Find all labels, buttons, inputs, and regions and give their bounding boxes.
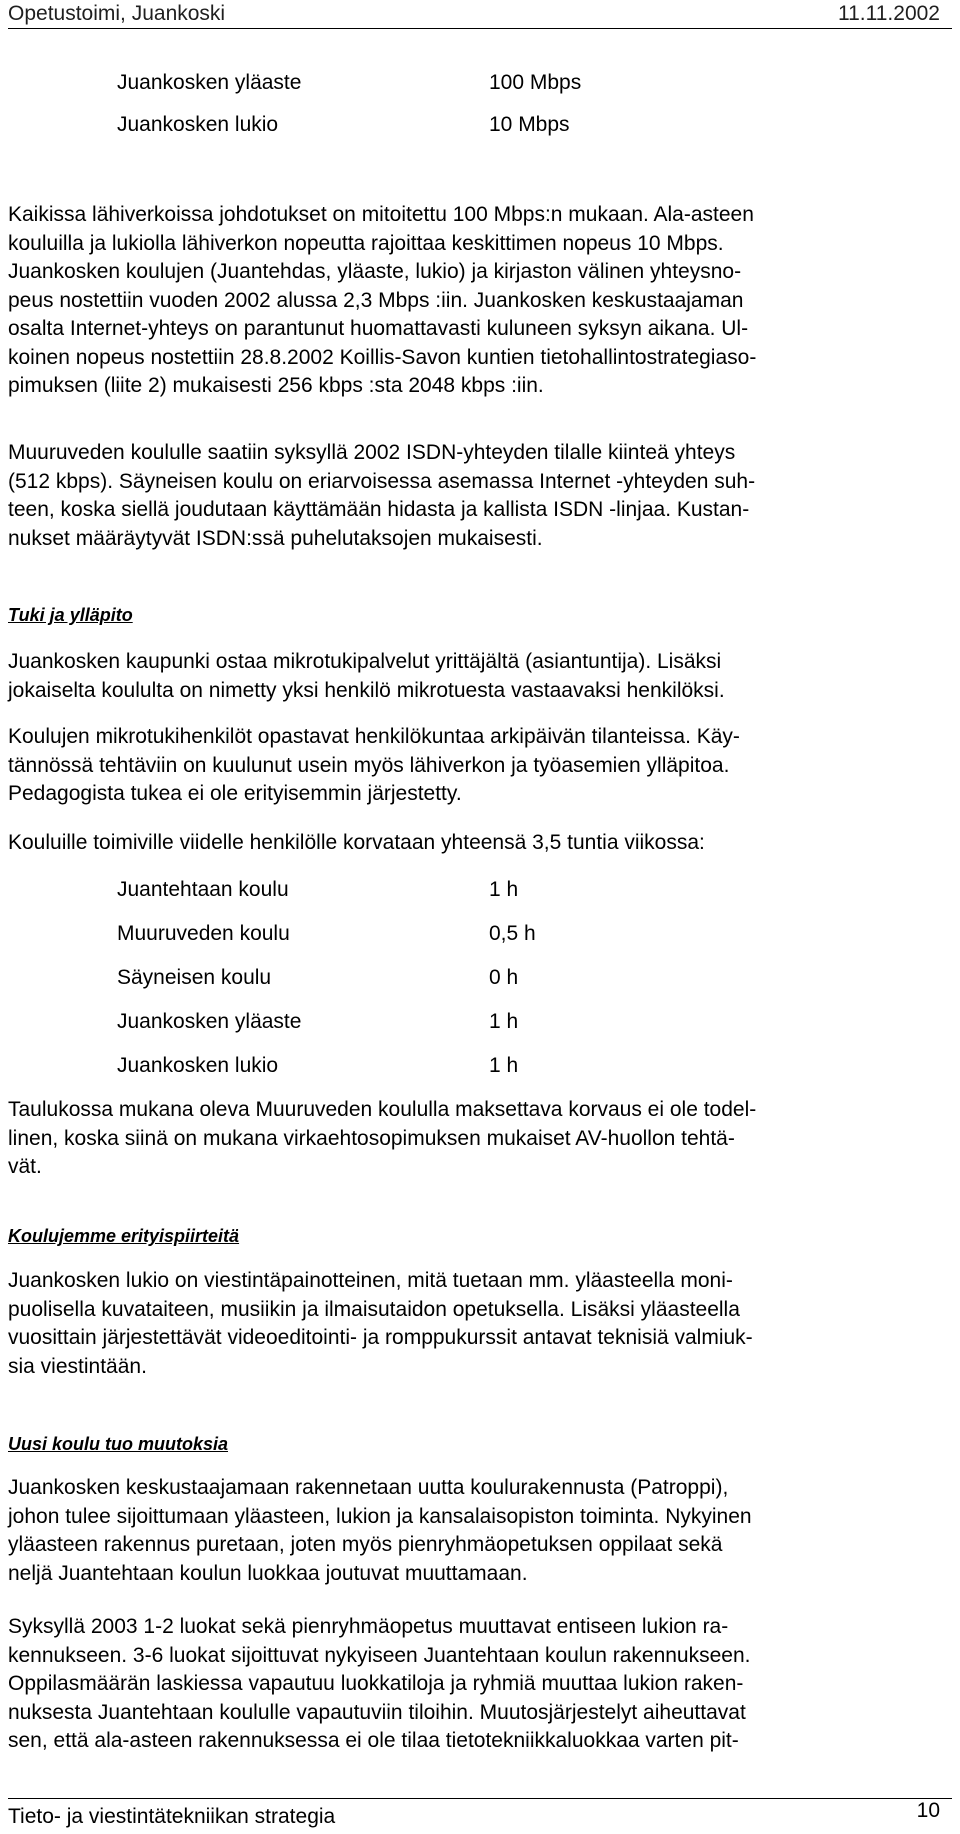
page-header <box>8 0 952 29</box>
text-line: peus nostettiin vuoden 2002 alussa 2,3 Mbps :iin. Juankosken keskustaajaman <box>8 288 744 312</box>
text-line: teen, koska siellä joudutaan käyttämään hidasta ja kallista ISDN -linjaa. Kustan- <box>8 498 750 521</box>
school-name: Juankosken lukio <box>117 113 279 136</box>
text-line: yläasteen rakennus puretaan, joten myös pienryhmäopetuksen oppilaat sekä <box>8 1533 723 1556</box>
school-name: Juantehtaan koulu <box>117 878 289 901</box>
text-line: Taulukossa mukana oleva Muuruveden koululla maksettava korvaus ei ole todel- <box>8 1098 757 1121</box>
text-line: neljä Juantehtaan koulun luokkaa joutuvat muuttamaan. <box>8 1561 528 1585</box>
text-line: linen, koska siinä on mukana virkaehtosopimuksen mukaiset AV-huollon tehtä- <box>8 1126 735 1150</box>
text-line: tännössä tehtäviin on kuulunut usein myös lähiverkon ja työasemien ylläpitoa. <box>8 753 730 777</box>
text-line: Syksyllä 2003 1-2 luokat sekä pienryhmäopetus muuttavat entiseen lukion ra- <box>8 1615 729 1638</box>
text-line: Pedagogista tukea ei ole erityisemmin järjestetty. <box>8 782 462 805</box>
text-line: Oppilasmäärän laskiessa vapautuu luokkatiloja ja ryhmiä muuttaa lukion raken- <box>8 1672 744 1695</box>
hours-value: 0,5 h <box>489 922 536 945</box>
text-line: jokaiselta koululta on nimetty yksi henkilö mikrotuesta vastaavaksi henkilöksi. <box>8 678 725 702</box>
text-line: kennukseen. 3-6 luokat sijoittuvat nykyiseen Juantehtaan koulun rakennukseen. <box>8 1643 751 1667</box>
paragraph-isdn <box>8 439 938 553</box>
school-name: Säyneisen koulu <box>117 966 272 989</box>
text-line: Juankosken keskustaajamaan rakennetaan uutta koulurakennusta (Patroppi), <box>8 1476 729 1499</box>
footer-title: Tieto- ja viestintätekniikan strategia <box>8 1805 336 1828</box>
text-line: Koulujen mikrotukihenkilöt opastavat henkilökuntaa arkipäivän tilanteissa. Käy- <box>8 725 740 748</box>
text-line: osalta Internet-yhteys on parantunut huomattavasti kuluneen syksyn aikana. Ul- <box>8 317 749 340</box>
section-heading-support: Tuki ja ylläpito <box>8 605 133 625</box>
text-line: Kaikissa lähiverkoissa johdotukset on mitoitettu 100 Mbps:n mukaan. Ala-asteen <box>8 203 754 226</box>
school-name: Muuruveden koulu <box>117 922 290 945</box>
text-line: Juankosken kaupunki ostaa mikrotukipalvelut yrittäjältä (asiantuntija). Lisäksi <box>8 650 722 673</box>
hours-value: 0 h <box>489 966 519 989</box>
paragraph-special <box>8 1267 938 1381</box>
school-name: Juankosken yläaste <box>117 1010 302 1033</box>
school-name: Juankosken yläaste <box>117 71 302 94</box>
speed-value: 100 Mbps <box>489 71 582 94</box>
speed-value: 10 Mbps <box>489 113 570 136</box>
text-line: nuksesta Juantehtaan koululle vapautuviin tiloihin. Muutosjärjestelyt aiheuttavat <box>8 1700 746 1724</box>
page-footer <box>8 1798 952 1834</box>
text-line: Juankosken koulujen (Juantehdas, yläaste, lukio) ja kirjaston välinen yhteysno- <box>8 260 742 283</box>
paragraph-support-1 <box>8 648 938 705</box>
text-line: nukset määräytyvät ISDN:ssä puhelutaksojen mukaisesti. <box>8 526 543 550</box>
text-line: sen, että ala-asteen rakennuksessa ei ole tilaa tietotekniikkaluokkaa varten pit- <box>8 1729 739 1752</box>
text-line: vät. <box>8 1155 42 1178</box>
text-line: pimuksen (liite 2) mukaisesti 256 kbps :sta 2048 kbps :iin. <box>8 374 544 397</box>
section-heading-new-school: Uusi koulu tuo muutoksia <box>8 1434 229 1454</box>
header-date: 11.11.2002 <box>838 2 940 25</box>
page-number: 10 <box>916 1799 940 1822</box>
text-line: kouluilla ja lukiolla lähiverkon nopeutta rajoittaa keskittimen nopeus 10 Mbps. <box>8 231 724 255</box>
text-line: Kouluille toimiville viidelle henkilölle korvataan yhteensä 3,5 tuntia viikossa: <box>8 831 705 854</box>
hours-value: 1 h <box>489 878 519 901</box>
school-name: Juankosken lukio <box>117 1054 279 1077</box>
paragraph-network <box>8 201 938 401</box>
text-line: (512 kbps). Säyneisen koulu on eriarvoisessa asemassa Internet -yhteyden suh- <box>8 469 756 493</box>
paragraph-new-school-2 <box>8 1613 938 1756</box>
text-line: puolisella kuvataiteen, musiikin ja ilmaisutaidon opetuksella. Lisäksi yläasteella <box>8 1297 740 1321</box>
paragraph-support-2 <box>8 723 938 809</box>
hours-value: 1 h <box>489 1010 519 1033</box>
text-line: vuosittain järjestettävät videoeditointi- ja romppukurssit antavat teknisiä valmiuk- <box>8 1326 753 1349</box>
paragraph-new-school-1 <box>8 1474 938 1588</box>
text-line: Juankosken lukio on viestintäpainotteinen, mitä tuetaan mm. yläasteella moni- <box>8 1269 733 1292</box>
text-line: johon tulee sijoittumaan yläasteen, lukion ja kansalaisopiston toiminta. Nykyinen <box>8 1504 752 1528</box>
paragraph-av-note <box>8 1096 938 1182</box>
text-line: koinen nopeus nostettiin 28.8.2002 Koillis-Savon kuntien tietohallintostrategiaso- <box>8 345 757 369</box>
paragraph-support-3 <box>8 829 938 858</box>
hours-value: 1 h <box>489 1054 519 1077</box>
text-line: Muuruveden koululle saatiin syksyllä 2002 ISDN-yhteyden tilalle kiinteä yhteys <box>8 441 736 464</box>
header-title: Opetustoimi, Juankoski <box>8 2 226 25</box>
section-heading-special: Koulujemme erityispiirteitä <box>8 1226 240 1246</box>
text-line: sia viestintään. <box>8 1354 147 1378</box>
